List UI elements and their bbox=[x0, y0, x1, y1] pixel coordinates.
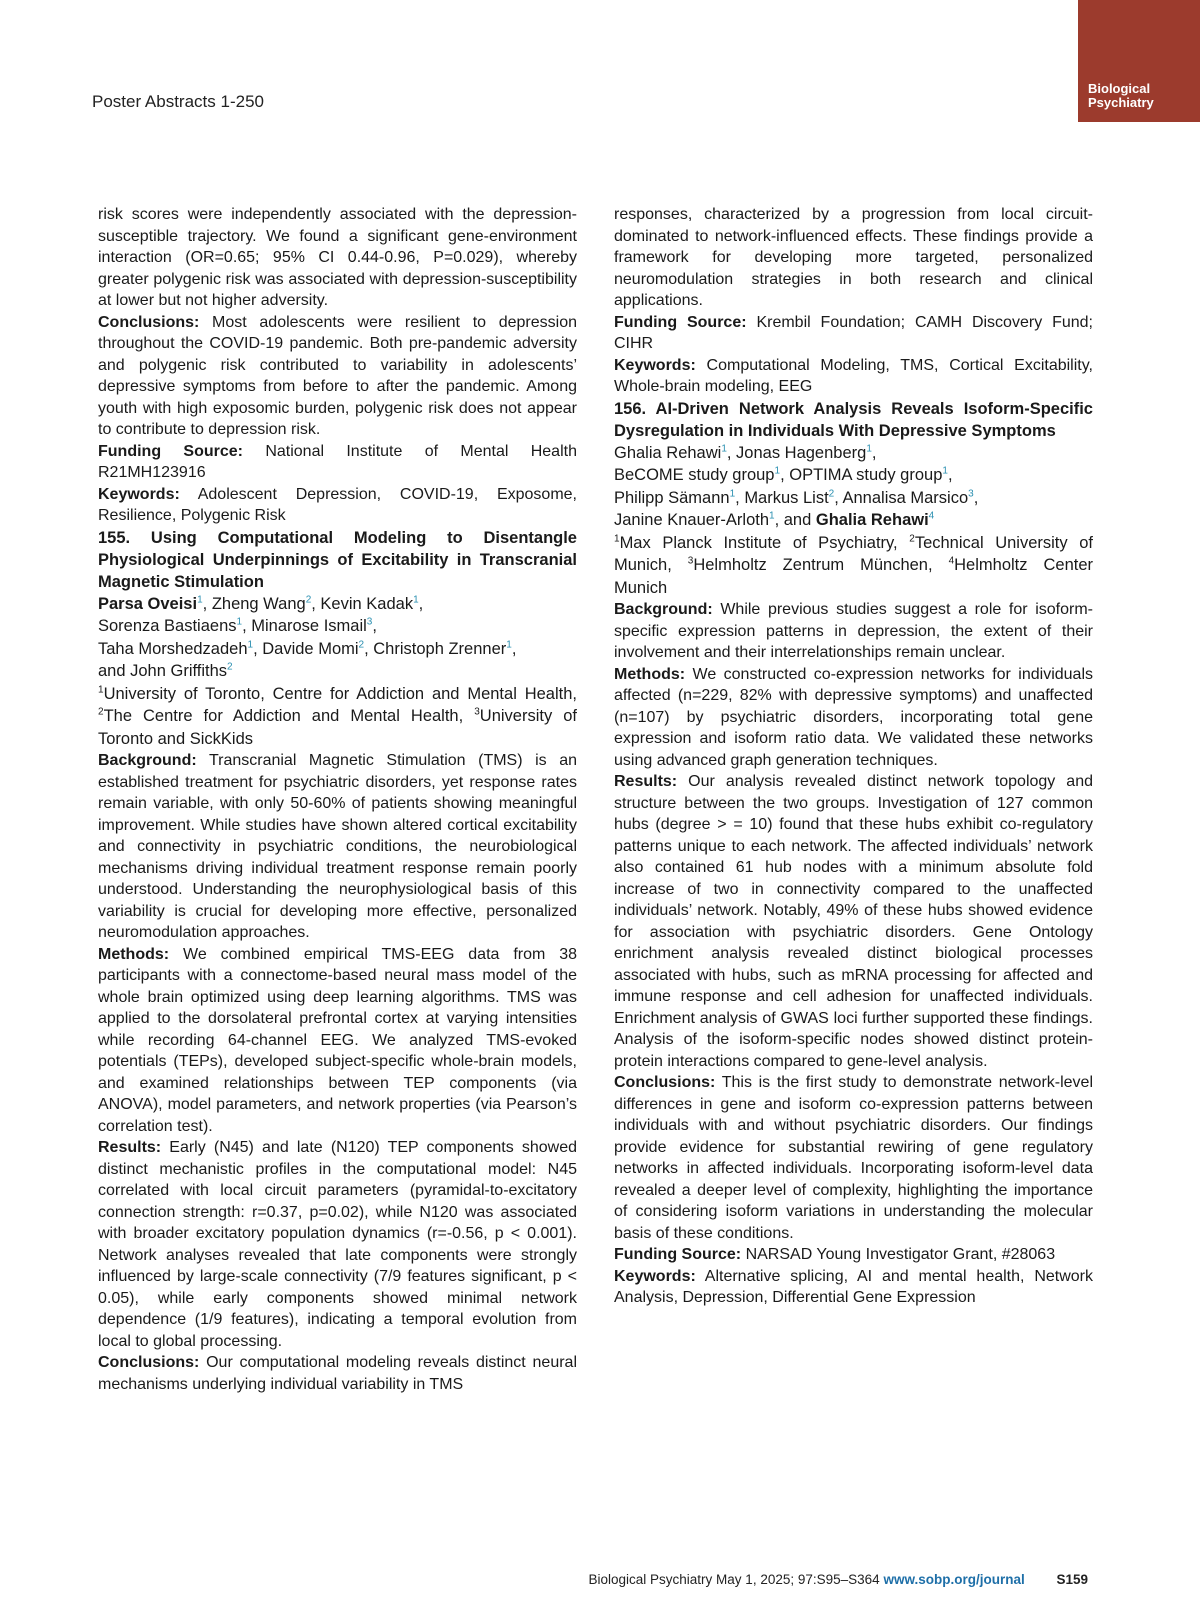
author: Jonas Hagenberg bbox=[736, 443, 867, 462]
abstract-156-keywords: Keywords: Alternative splicing, AI and mental health, Network Analysis, Depression, Differential Gene Expression bbox=[614, 1267, 1094, 1306]
citation: Biological Psychiatry May 1, 2025; 97:S95–S364 bbox=[588, 1572, 880, 1587]
abstract-155-conclusions: Conclusions: Our computational modeling reveals distinct neural mechanisms underlying individual variability in TMS bbox=[98, 1354, 577, 1393]
abstract-155-background: Background: Transcranial Magnetic Stimulation (TMS) is an established treatment for psychiatric disorders, yet response rates remain variable, with only 50-60% of patients showing meaningful improvement. While studies have shown altered cortical excitability and connectivity in psychiatric conditions, the neurobiological mechanisms driving individual treatment response remain poorly understood. Understanding the neurophysiological basis of this variability is crucial for developing more effective, personalized neuromodulation approaches. bbox=[98, 752, 577, 941]
author: Annalisa Marsico bbox=[842, 488, 969, 507]
abstract-156-methods: Methods: We constructed co-expression networks for individuals affected (n=229, 82% with depressive symptoms) and unaffected (n=107) by psychiatric disorders, incorporating total gene expression and isoform ratio data. We validated these networks using advanced graph generation techniques. bbox=[614, 665, 1094, 769]
brand-line-1: Biological bbox=[1088, 81, 1151, 96]
abstract-156-funding: Funding Source: NARSAD Young Investigator Grant, #28063 bbox=[614, 1246, 1056, 1263]
abstract-156-conclusions: Conclusions: This is the first study to demonstrate network-level differences in gene and isoform co-expression patterns between individuals with and without psychiatric disorders. Our findings provide evidence for substantial rewiring of gene regulatory networks in affected individuals. Incorporating isoform-level data revealed a deeper level of complexity, highlighting the importance of considering isoform variations in understanding the molecular basis of these conditions. bbox=[614, 1074, 1094, 1242]
author: Philipp Sämann bbox=[614, 488, 730, 507]
abstract-155-results: Results: Early (N45) and late (N120) TEP components showed distinct mechanistic profiles in the computational model: N45 correlated with local circuit parameters (pyramidal-to-excitatory connection strength: r=0.37, p=0.02), while N120 was associated with broader excitatory population dynamics (r=-0.56, p < 0.001). Network analyses revealed that late components were strongly influenced by large-scale connectivity (7/9 features significant, p < 0.05), while early components showed minimal network dependence (1/9 features), indicating a temporal evolution from local to global processing. bbox=[98, 1139, 578, 1350]
author: Sorenza Bastiaens bbox=[98, 617, 237, 635]
abstract-156-results: Results: Our analysis revealed distinct network topology and structure between the two groups. Investigation of 127 common hubs (degree > = 10) found that these hubs exhibit co-regulatory patterns unique to each network. The affected individuals’ network also contained 61 hub nodes with a minimum absolute fold increase of two in connectivity compared to the unaffected individuals’ network. Notably, 49% of these hubs showed evidence for association with psychiatric disorders. Gene Ontology enrichment analysis revealed distinct biological processes associated with hubs, such as mRNA processing for affected and immune response and cell adhesion for unaffected individuals. Enrichment analysis of GWAS loci further supported these findings. Analysis of the isoform-specific nodes showed distinct protein-protein interactions compared to gene-level analysis. bbox=[614, 773, 1094, 1070]
journal-brand-logo bbox=[1078, 0, 1200, 122]
author: Davide Momi bbox=[262, 639, 359, 658]
abstract-155-methods: Methods: We combined empirical TMS-EEG data from 38 participants with a connectome-based neural mass model of the whole brain optimized using deep learning algorithms. TMS was applied to the dorsolateral prefrontal cortex at varying intensities while recording 64-channel EEG. We analyzed TMS-evoked potentials (TEPs), developed subject-specific whole-brain models, and examined relationships between TEP components (via ANOVA), model parameters, and network properties (via Pearson’s correlation test). bbox=[98, 945, 578, 1135]
prev-funding: Funding Source: National Institute of Mental Health R21MH123916 bbox=[98, 442, 577, 481]
author: Markus List bbox=[744, 488, 829, 507]
author: BeCOME study group bbox=[614, 466, 775, 484]
author: Ghalia Rehawi bbox=[614, 443, 722, 462]
author: Taha Morshedzadeh bbox=[98, 639, 248, 658]
abstract-155-title: 155. Using Computational Modeling to Disentangle Physiological Underpinnings of Excitability in Transcranial Magnetic Stimulation bbox=[98, 528, 577, 591]
abstract-155-funding: Funding Source: Krembil Foundation; CAMH Discovery Fund; CIHR bbox=[614, 313, 1093, 352]
author: OPTIMA study group bbox=[789, 466, 943, 484]
abstract-156-background: Background: While previous studies suggest a role for isoform-specific expression patterns in depression, the extent of their involvement and their interrelationships remain unclear. bbox=[614, 601, 1093, 661]
author: Kevin Kadak bbox=[320, 594, 414, 613]
prev-abstract-continuation: risk scores were independently associated with the depression-susceptible trajectory. We found a significant gene-environment interaction (OR=0.65; 95% CI 0.44-0.96, P=0.029), whereby greater polygenic risk was associated with depression-susceptibility at lower but not higher adversity. bbox=[98, 206, 577, 309]
page-number: S159 bbox=[1056, 1572, 1088, 1587]
journal-url-link[interactable]: www.sobp.org/journal bbox=[883, 1572, 1025, 1587]
right-column bbox=[614, 204, 1093, 1309]
page-footer bbox=[589, 1572, 1089, 1587]
author: Zheng Wang bbox=[211, 594, 306, 613]
brand-line-2: Psychiatry bbox=[1088, 95, 1154, 110]
abstract-155-affiliations: $^1$University of Toronto, Centre for Addiction and Mental Health, $^2$The Centre for Addiction and Mental Health, $^3$University of Toronto and SickKids bbox=[98, 684, 577, 748]
abstract-155-authors: Parsa Oveisi$^1$, Zheng Wang$^2$, Kevin Kadak$^1$, Sorenza Bastiaens$^1$, Minarose Ismail$^3$, Taha Morshedzadeh$^1$, Davide Momi$^2$, Christoph Zrenner$^1$, and John Griffiths$^2$ bbox=[98, 594, 517, 680]
author: Janine Knauer-Arloth bbox=[614, 511, 770, 529]
author: Christoph Zrenner bbox=[373, 639, 507, 658]
running-head: Poster Abstracts 1-250 bbox=[92, 92, 264, 111]
author: John Griffiths bbox=[130, 662, 228, 680]
abstract-156-affiliations: $^1$Max Planck Institute of Psychiatry, $^2$Technical University of Munich, $^3$Helmholtz Zentrum München, $^4$Helmholtz Center Munich bbox=[614, 533, 1094, 597]
author: Ghalia Rehawi bbox=[815, 511, 929, 529]
abstract-156-title: 156. AI-Driven Network Analysis Reveals Isoform-Specific Dysregulation in Individuals With Depressive Symptoms bbox=[614, 399, 1093, 440]
prev-conclusions: Conclusions: Most adolescents were resilient to depression throughout the COVID-19 pandemic. Both pre-pandemic adversity and polygenic risk contributed to variability in adolescents’ depressive symptoms from before to after the pandemic. Among youth with high exposomic burden, polygenic risk does not appear to contribute to depression risk. bbox=[98, 313, 578, 438]
author: Minarose Ismail bbox=[251, 617, 367, 635]
prev-keywords: Keywords: Adolescent Depression, COVID-19, Exposome, Resilience, Polygenic Risk bbox=[98, 485, 578, 524]
abstract-155-continuation: responses, characterized by a progression from local circuit-dominated to network-influenced effects. These findings provide a framework for developing more targeted, personalized neuromodulation strategies in both research and clinical applications. bbox=[614, 206, 1093, 309]
author: Parsa Oveisi bbox=[98, 594, 198, 613]
abstract-155-keywords: Keywords: Computational Modeling, TMS, Cortical Excitability, Whole-brain modeling, EEG bbox=[614, 356, 1093, 395]
abstract-156-authors: Ghalia Rehawi$^1$, Jonas Hagenberg$^1$, BeCOME study group$^1$, OPTIMA study group$^1$, Philipp Sämann$^1$, Markus List$^2$, Annalisa Marsico$^3$, Janine Knauer-Arloth$^1$, and Ghalia Rehawi$^4$ bbox=[614, 443, 979, 529]
left-column bbox=[98, 204, 577, 1395]
